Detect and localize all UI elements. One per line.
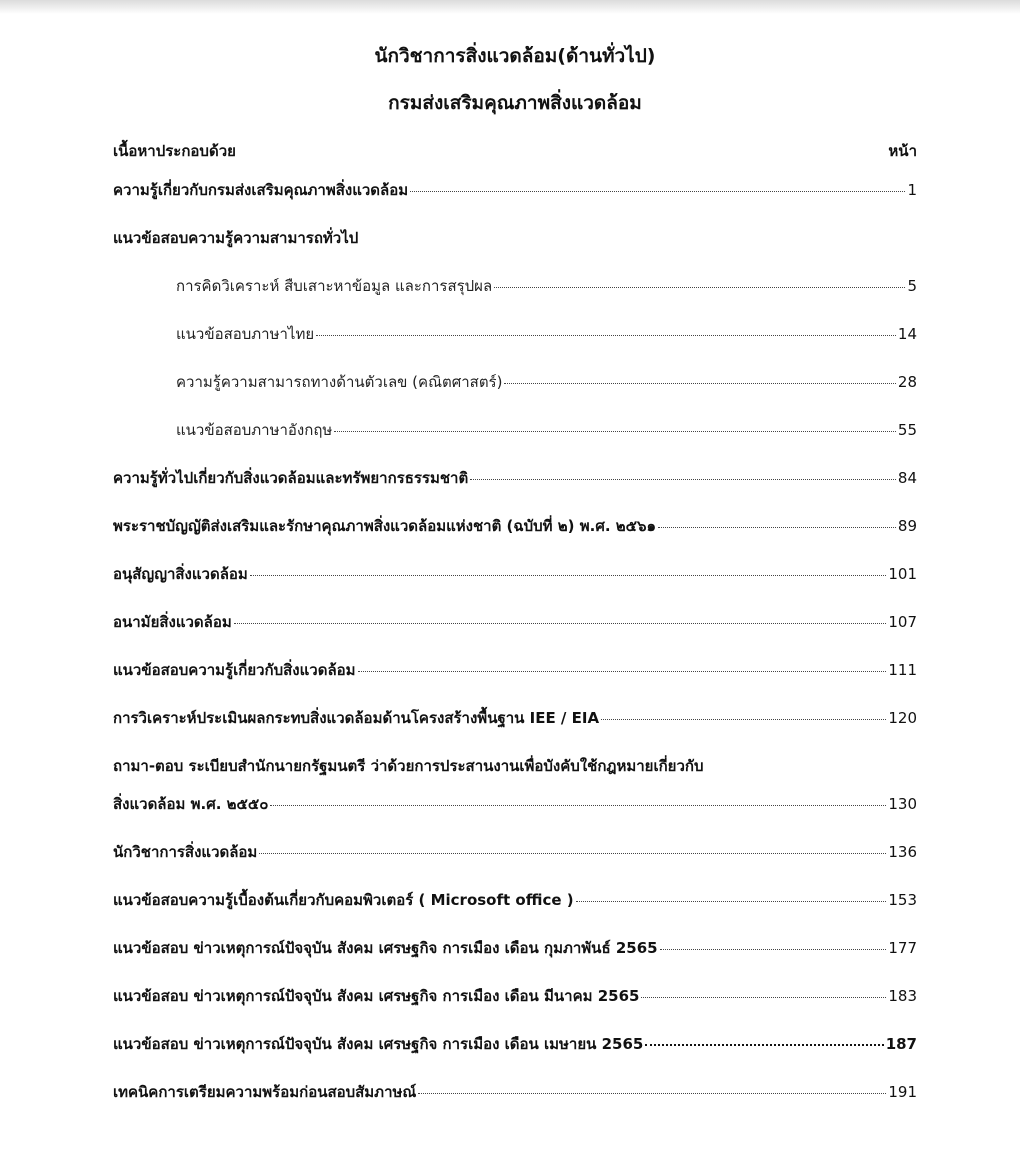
toc-entry-page: 1: [907, 181, 917, 199]
toc-entry-title-line2: สิ่งแวดล้อม พ.ศ. ๒๕๕๐: [113, 795, 269, 813]
toc-entry: [113, 938, 917, 986]
toc-entry-title: การคิดวิเคราะห์ สืบเสาะหาข้อมูล และการสรุปผล: [176, 277, 493, 295]
toc-entry-title: พระราชบัญญัติส่งเสริมและรักษาคุณภาพสิ่งแวดล้อมแห่งชาติ (ฉบับที่ ๒) พ.ศ. ๒๕๖๑: [113, 517, 657, 535]
dot-leader: [418, 1093, 886, 1094]
toc-entry-page: 187: [885, 1035, 917, 1053]
toc-header-contents: เนื้อหาประกอบด้วย: [113, 142, 236, 160]
toc-entry: [113, 660, 917, 708]
toc-entry-title: การวิเคราะห์ประเมินผลกระทบสิ่งแวดล้อมด้านโครงสร้างพื้นฐาน IEE / EIA: [113, 709, 600, 727]
toc-entry-page: 28: [897, 373, 917, 391]
toc-entry-page: 89: [897, 517, 917, 535]
toc-entry: [113, 180, 917, 228]
dot-leader: [259, 853, 886, 854]
dot-leader: [641, 997, 886, 998]
toc-entry-title: นักวิชาการสิ่งแวดล้อม: [113, 843, 258, 861]
toc-entry-title: ความรู้เกี่ยวกับกรมส่งเสริมคุณภาพสิ่งแวดล้อม: [113, 181, 409, 199]
dot-leader: [504, 383, 895, 384]
toc-entry-title: ความรู้ทั่วไปเกี่ยวกับสิ่งแวดล้อมและทรัพยากรธรรมชาติ: [113, 469, 469, 487]
toc-entry-title: อนามัยสิ่งแวดล้อม: [113, 613, 232, 631]
document-page: [113, 44, 917, 1130]
toc-entry-title: เทคนิคการเตรียมความพร้อมก่อนสอบสัมภาษณ์: [113, 1083, 417, 1101]
toc-entry-title: แนวข้อสอบภาษาไทย: [176, 325, 315, 343]
toc-entry-multiline: [113, 756, 917, 842]
toc-section-heading: [113, 228, 917, 276]
dot-leader: [576, 901, 887, 902]
toc-entry-title: แนวข้อสอบความรู้เบื้องต้นเกี่ยวกับคอมพิวเตอร์ ( Microsoft office ): [113, 891, 574, 909]
toc-entry-title-line1: ถามา-ตอบ ระเบียบสำนักนายกรัฐมนตรี ว่าด้วยการประสานงานเพื่อบังคับใช้กฎหมายเกี่ยวกับ: [113, 757, 704, 775]
toc-entry-line2: [113, 794, 917, 842]
toc-subentry: [113, 372, 917, 420]
toc-entry: [113, 1082, 917, 1130]
dot-leader: [645, 1044, 883, 1046]
toc-subentry: [113, 420, 917, 468]
toc-entry: [113, 1034, 917, 1082]
dot-leader: [658, 527, 896, 528]
toc-entry-page: 153: [888, 891, 917, 909]
toc-entry-title: แนวข้อสอบ ข่าวเหตุการณ์ปัจจุบัน สังคม เศรษฐกิจ การเมือง เดือน เมษายน 2565: [113, 1035, 644, 1053]
dot-leader: [660, 949, 887, 950]
toc-header-page: หน้า: [888, 142, 917, 160]
dot-leader: [358, 671, 887, 672]
toc-header: [113, 141, 917, 165]
toc-entry-title: แนวข้อสอบ ข่าวเหตุการณ์ปัจจุบัน สังคม เศรษฐกิจ การเมือง เดือน กุมภาพันธ์ 2565: [113, 939, 658, 957]
dot-leader: [250, 575, 887, 576]
toc-entry-title: แนวข้อสอบ ข่าวเหตุการณ์ปัจจุบัน สังคม เศรษฐกิจ การเมือง เดือน มีนาคม 2565: [113, 987, 640, 1005]
document-title: นักวิชาการสิ่งแวดล้อม(ด้านทั่วไป): [374, 45, 656, 67]
toc-entry-page: 183: [888, 987, 917, 1005]
toc-entry: [113, 564, 917, 612]
toc-entry: [113, 468, 917, 516]
table-of-contents: [113, 180, 917, 1130]
toc-entry-page: 136: [888, 843, 917, 861]
toc-entry-page: 107: [888, 613, 917, 631]
toc-entry-title: แนวข้อสอบภาษาอังกฤษ: [176, 421, 333, 439]
dot-leader: [470, 479, 896, 480]
toc-entry: [113, 842, 917, 890]
dot-leader: [601, 719, 886, 720]
dot-leader: [270, 805, 886, 806]
toc-entry-page: 111: [888, 661, 917, 679]
toc-entry: [113, 986, 917, 1034]
toc-entry: [113, 890, 917, 938]
toc-entry-title: แนวข้อสอบความรู้ความสามารถทั่วไป: [113, 229, 359, 247]
page-top-shadow: [0, 0, 1020, 14]
toc-entry-page: 130: [888, 795, 917, 813]
toc-entry-title: ความรู้ความสามารถทางด้านตัวเลข (คณิตศาสตร์): [176, 373, 503, 391]
toc-subentry: [113, 324, 917, 372]
document-subtitle: กรมส่งเสริมคุณภาพสิ่งแวดล้อม: [388, 92, 642, 114]
toc-entry: [113, 708, 917, 756]
toc-entry-page: 84: [897, 469, 917, 487]
dot-leader: [334, 431, 896, 432]
dot-leader: [410, 191, 905, 192]
dot-leader: [234, 623, 887, 624]
toc-entry-title: อนุสัญญาสิ่งแวดล้อม: [113, 565, 248, 583]
toc-entry: [113, 516, 917, 564]
toc-entry-page: 177: [888, 939, 917, 957]
toc-entry: [113, 612, 917, 660]
dot-leader: [316, 335, 896, 336]
toc-subentry: [113, 276, 917, 324]
toc-entry-page: 120: [888, 709, 917, 727]
toc-entry-page: 14: [897, 325, 917, 343]
toc-entry-page: 55: [897, 421, 917, 439]
dot-leader: [494, 287, 905, 288]
toc-entry-title: แนวข้อสอบความรู้เกี่ยวกับสิ่งแวดล้อม: [113, 661, 356, 679]
toc-entry-page: 5: [907, 277, 917, 295]
toc-entry-page: 101: [888, 565, 917, 583]
toc-entry-page: 191: [888, 1083, 917, 1101]
